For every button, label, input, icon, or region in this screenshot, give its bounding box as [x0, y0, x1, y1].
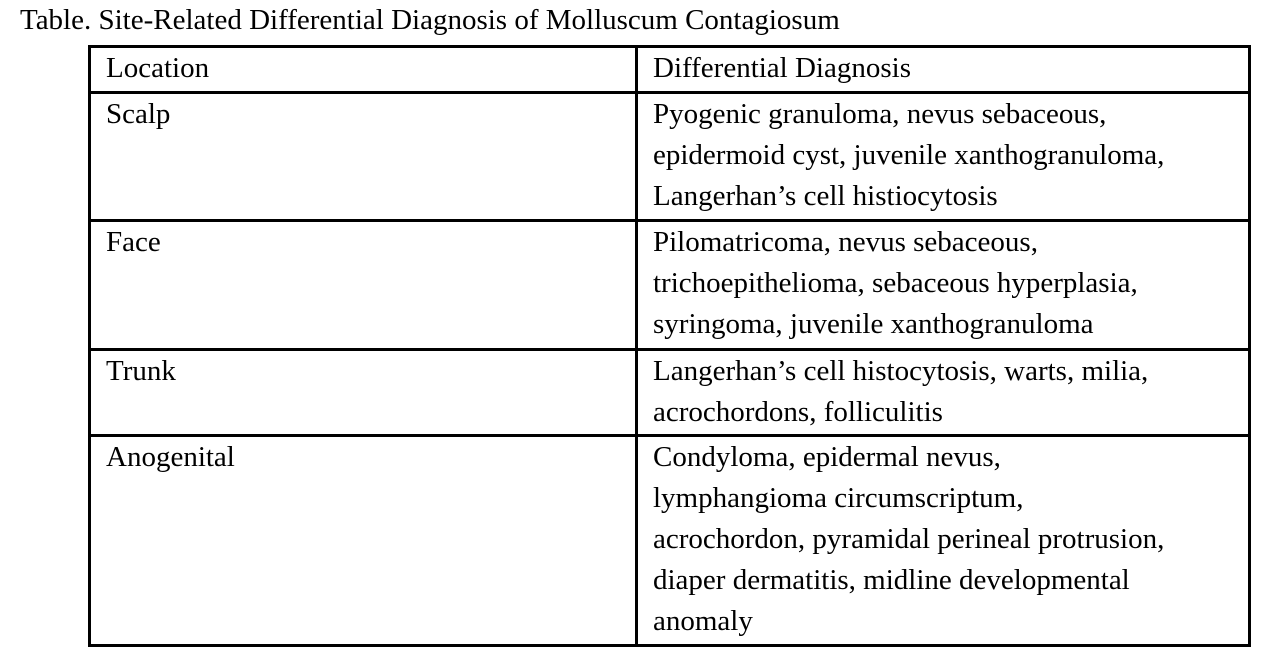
differential-line: lymphangioma circumscriptum,	[653, 482, 1024, 514]
table-row	[90, 93, 1250, 221]
table-row	[90, 221, 1250, 350]
differential-cell	[637, 221, 1250, 350]
differential-line: syringoma, juvenile xanthogranuloma	[653, 308, 1094, 340]
differential-line: trichoepithelioma, sebaceous hyperplasia,	[653, 267, 1138, 299]
differential-line: Pilomatricoma, nevus sebaceous,	[653, 226, 1038, 258]
location-cell: Trunk	[90, 350, 637, 436]
differential-line: Pyogenic granuloma, nevus sebaceous,	[653, 98, 1107, 130]
location-cell: Anogenital	[90, 436, 637, 646]
table-caption: Table. Site-Related Differential Diagnosis of Molluscum Contagiosum	[20, 4, 840, 36]
differential-cell	[637, 436, 1250, 646]
table-row	[90, 436, 1250, 646]
table-row	[90, 350, 1250, 436]
differential-cell	[637, 93, 1250, 221]
differential-line: Condyloma, epidermal nevus,	[653, 441, 1001, 473]
location-cell: Face	[90, 221, 637, 350]
differential-line: diaper dermatitis, midline developmental	[653, 564, 1130, 596]
differential-line: Langerhan’s cell histiocytosis	[653, 180, 998, 212]
differential-cell	[637, 350, 1250, 436]
differential-line: Langerhan’s cell histocytosis, warts, milia,	[653, 355, 1149, 387]
location-cell: Scalp	[90, 93, 637, 221]
differential-line: anomaly	[653, 605, 753, 637]
differential-line: acrochordons, folliculitis	[653, 396, 943, 428]
differential-line: acrochordon, pyramidal perineal protrusion,	[653, 523, 1165, 555]
table-header-row	[90, 47, 1250, 93]
header-location: Location	[90, 47, 637, 93]
header-differential-diagnosis: Differential Diagnosis	[637, 47, 1250, 93]
differential-line: epidermoid cyst, juvenile xanthogranuloma,	[653, 139, 1165, 171]
differential-diagnosis-table	[88, 45, 1251, 647]
